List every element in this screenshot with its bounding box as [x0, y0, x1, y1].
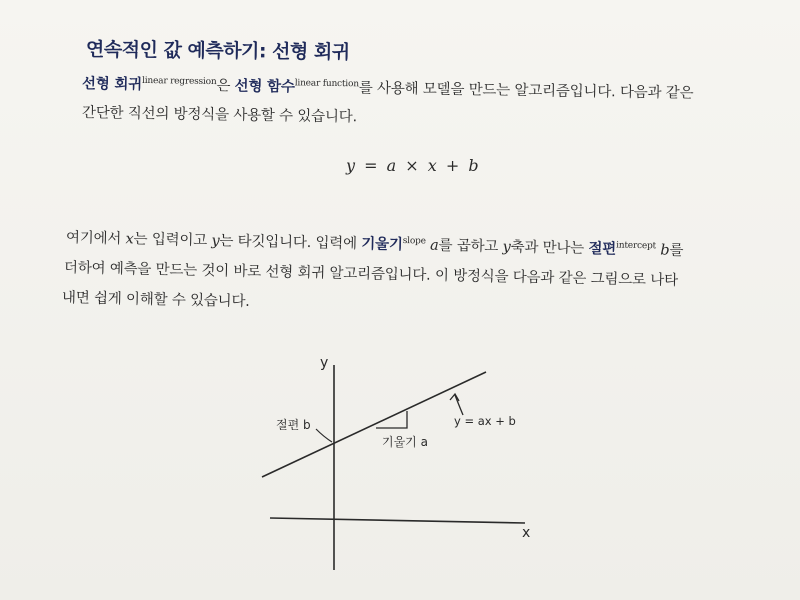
slope-triangle [376, 411, 407, 428]
linear-regression-figure [250, 345, 550, 585]
text: 는 입력이고 [133, 231, 212, 250]
intercept-label: 절편 b [276, 418, 311, 432]
text: 를 사용해 모델을 만드는 알고리즘입니다. 다음과 같은 [358, 80, 694, 102]
keyword-linear-regression-en: linear regression [142, 75, 217, 88]
text: 를 곱하고 [438, 237, 503, 256]
var-x: x [125, 231, 134, 248]
text: 는 타깃입니다. 입력에 [219, 233, 362, 253]
paragraph-2-line-3: 내면 쉽게 이해할 수 있습니다. [61, 290, 250, 310]
var-y: y [211, 233, 220, 250]
line-equation-label: y = ax + b [454, 414, 516, 428]
paragraph-1-line-2: 간단한 직선의 방정식을 사용할 수 있습니다. [81, 105, 358, 126]
equation: y = a × x + b [346, 156, 481, 175]
y-axis-label: y [320, 355, 329, 371]
text: 축과 만나는 [510, 239, 589, 257]
keyword-linear-function: 선형 함수 [234, 78, 295, 96]
keyword-intercept: 절편 [588, 240, 617, 258]
keyword-linear-regression: 선형 회귀 [81, 76, 143, 93]
arrowhead-icon [450, 394, 459, 401]
x-axis [270, 518, 525, 523]
var-b: b [655, 242, 670, 259]
text: 은 [216, 78, 235, 95]
paragraph-2-line-1 [66, 226, 684, 260]
arrow-icon [455, 395, 463, 415]
var-a: a [425, 237, 439, 254]
keyword-linear-function-en: linear function [294, 78, 359, 90]
slope-label: 기울기 a [382, 435, 428, 449]
keyword-slope: 기울기 [361, 236, 403, 254]
keyword-slope-en: slope [402, 236, 426, 247]
intercept-pointer [316, 429, 332, 442]
paragraph-2-line-2: 더하여 예측을 만드는 것이 바로 선형 회귀 알고리즘입니다. 이 방정식을 다음과 같은 그림으로 나타 [63, 260, 679, 289]
text: 여기에서 [65, 230, 126, 248]
keyword-intercept-en: intercept [616, 240, 657, 252]
var-y: y [502, 239, 511, 256]
x-axis-label: x [522, 525, 531, 541]
paragraph-1-line-1 [82, 72, 694, 103]
text: 를 [669, 242, 684, 259]
section-title: 연속적인 값 예측하기: 선형 회귀 [85, 38, 350, 64]
